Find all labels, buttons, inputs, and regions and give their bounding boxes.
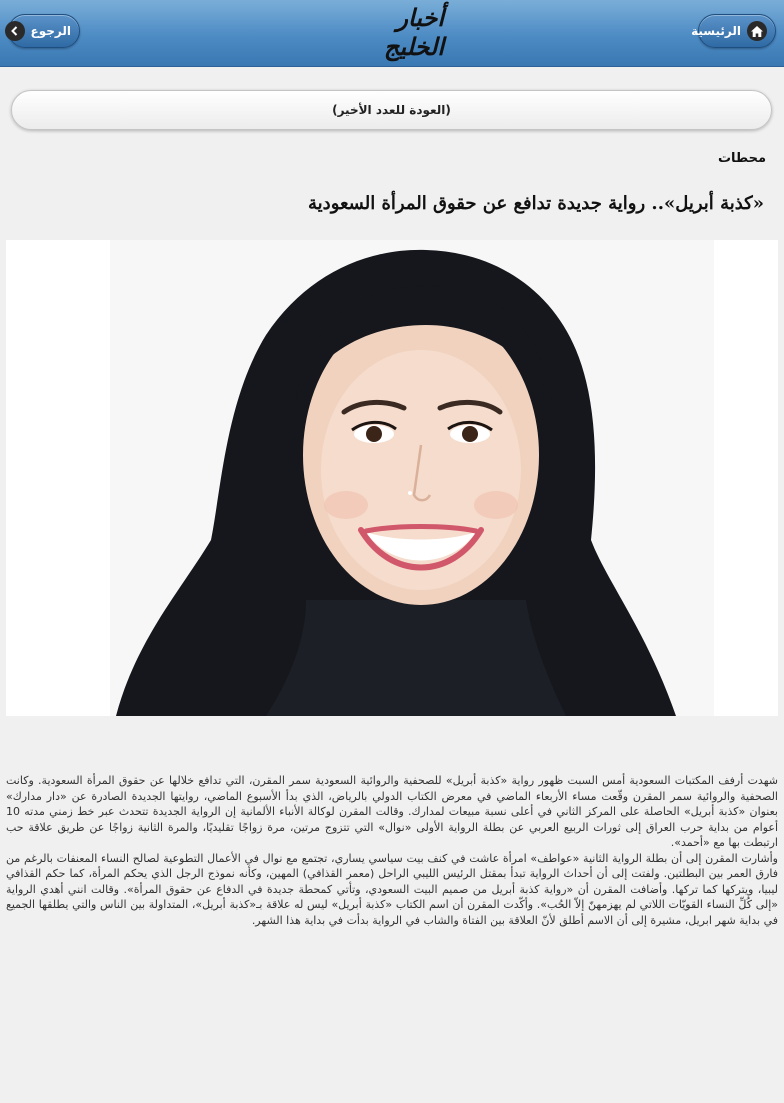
article-title: «كذبة أبريل».. رواية جديدة تدافع عن حقوق المرأة السعودية <box>308 193 764 214</box>
home-button[interactable] <box>691 14 776 48</box>
back-button[interactable] <box>8 14 80 48</box>
article-photo <box>6 240 778 716</box>
article-paragraph: شهدت أرفف المكتبات السعودية أمس السبت ظهور رواية «كذبة أبريل» للصحفية والروائية السعودية سمر المقرن، التي تدافع خلالها عن حقوق المرأة السعودية. وكانت الصحفية والروائية سمر المقرن وقّعت مساء الأربعاء الماضي في معرض الكتاب الدولي بالرياض، الذي بدأ الأسبوع الماضي، روايتها الجديدة الصادرة عن «دار مدارك» بعنوان «كذبة أبريل» الحاصلة على المركز الثاني في أعلى نسبة مبيعات لمدارك. وقالت المقرن لوكالة الأنباء الألمانية إن الرواية الجديدة تتحدث عبر خط زمني مدته 10 أعوام من بداية حرب العراق إلى ثورات الربيع العربي عن بطلة الرواية الأولى «نوال» التي تتزوج مرتين، مرة زواجًا تقليديًا، والمرة الثانية زواجًا عن طريق علاقة حب ارتبطت بها مع «أحمد». <box>6 774 778 849</box>
chevron-left-icon <box>5 21 25 41</box>
back-button-label: الرجوع <box>30 24 71 38</box>
section-label: محطات <box>717 151 766 166</box>
top-header-bar <box>0 0 784 67</box>
back-to-latest-issue-button[interactable]: (العودة للعدد الأخير) <box>11 90 772 130</box>
article-paragraph: وأشارت المقرن إلى أن بطلة الرواية الثانية «عواطف» امرأة عاشت في كنف بيت سياسي يساري، تجتمع مع نوال في الأعمال التطوعية لصالح النساء المعنفات بالرغم من فارق العمر بين البطلتين. ولفتت إلى أن أحداث الرواية تبدأ بمقتل الرئيس الليبي الراحل (معمر القذافي) المهين، وكأنه نموذج الرجل الذي يحكم المرأة، كما حكم القذافي ليبيا، ويتركها كما تركها. وأضافت المقرن أن «رواية كذبة أبريل من صميم البيت السعودي، وتأتي كمحطة جديدة في الدفاع عن حقوق المرأة». وقالت انني أهدي الرواية «إلى كُلِّ النساء القويّات اللاتي لم يهزمهنّ إلاّ الحُب». وأكّدت المقرن أن اسم الكتاب «كذبة أبريل» ليس له علاقة بـ«كذبة أبريل»، المتداولة بين الناس والتي يطلقها الجميع في بداية شهر ابريل، مشيرة إلى أن الاسم أطلق لأنّ العلاقة بين الفتاة والشاب في الرواية بدأت في بداية هذا الشهر. <box>6 851 778 927</box>
site-logo[interactable]: أخبار الخليج <box>383 3 444 61</box>
home-icon <box>747 21 767 41</box>
home-button-label: الرئيسية <box>691 24 741 38</box>
portrait-illustration <box>6 240 778 716</box>
article-body <box>6 773 778 928</box>
